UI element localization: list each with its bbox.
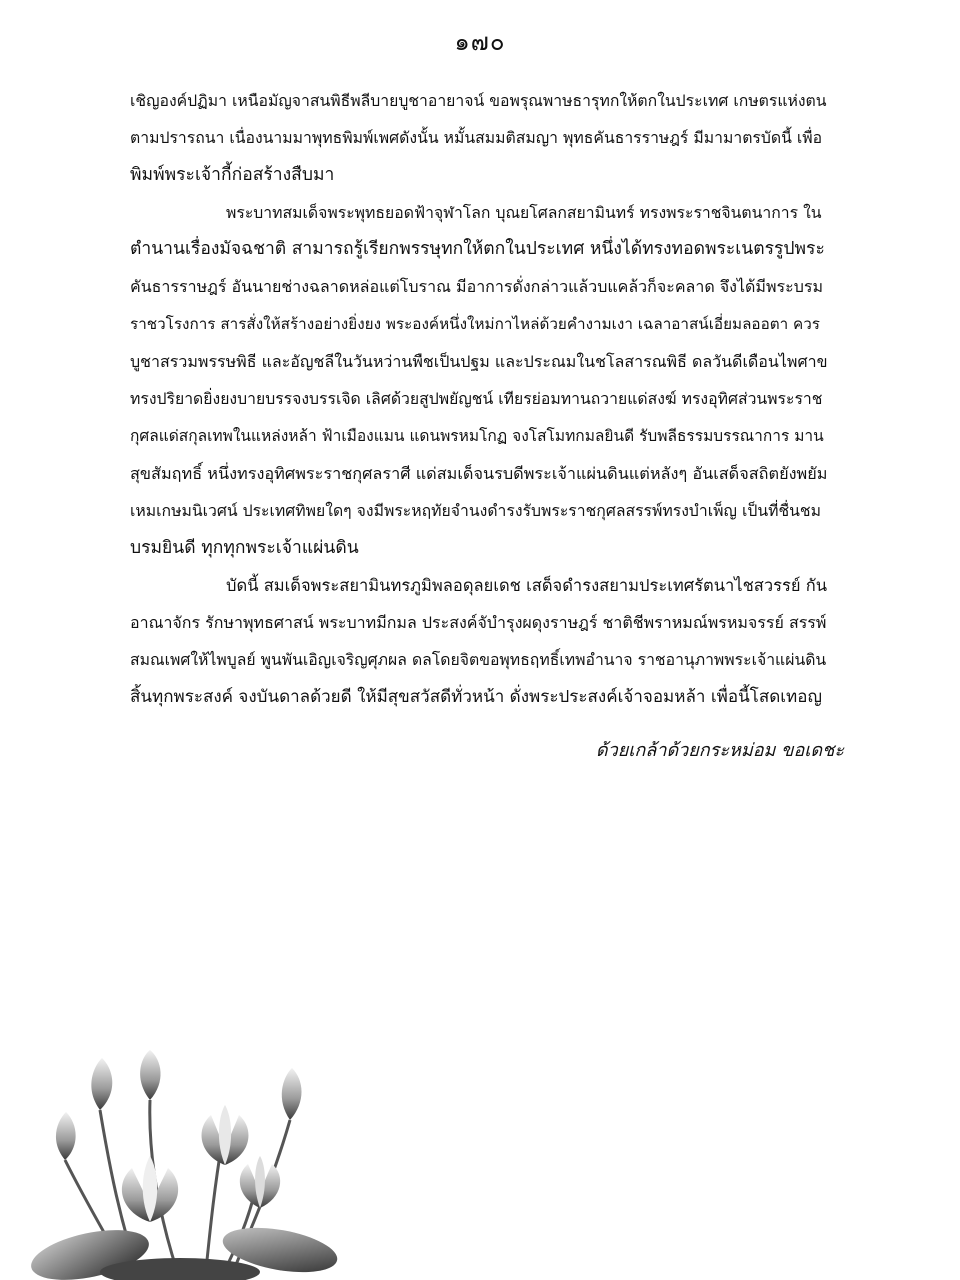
text-line: ทรงปริยาดยิ่งยงบายบรรจงบรรเจิด เลิศด้วยสูปพยัญชน์ เทียรย่อมทานถวายแด่สงฆ์ ทรงอุทิศส่วนพระราช	[130, 389, 823, 409]
paragraph-3	[130, 567, 830, 716]
text-line: สมณเพศให้ไพบูลย์ พูนพันเอิญเจริญศุภผล ดลโดยจิตขอพุทธฤทธิ์เทพอำนาจ ราชอานุภาพพระเจ้าแผ่นดิน	[130, 650, 827, 670]
text-line: พระบาทสมเด็จพระพุทธยอดฟ้าจุฬาโลก บุณยโศลกสยามินทร์ ทรงพระราชจินตนาการ ใน	[226, 202, 822, 222]
closing-salutation: ด้วยเกล้าด้วยกระหม่อม ขอเดชะ	[595, 740, 844, 761]
text-line: ตำนานเรื่องมัจฉชาติ สามารถรู้เรียกพรรษุทกให้ตกในประเทศ หนึ่งได้ทรงทอดพระเนตรรูปพระ	[130, 239, 825, 260]
text-line: บรมยินดี ทุกทุกพระเจ้าแผ่นดิน	[130, 537, 359, 558]
text-line: บูชาสรวมพรรษพิธี และอัญชลีในวันหว่านพืชเป็นปฐม และประณมในชโลสารณพิธี ดลวันดีเดือนไพศาข	[130, 352, 828, 372]
page-number: ๑๗๐	[454, 28, 506, 56]
text-line: พิมพ์พระเจ้ากี้ก่อสร้างสืบมา	[130, 164, 335, 185]
text-line: บัดนี้ สมเด็จพระสยามินทรภูมิพลอดุลยเดช เสด็จดำรงสยามประเทศรัตนาไชสวรรย์ กัน	[226, 575, 828, 595]
document-body	[130, 82, 830, 716]
text-line: เหมเกษมนิเวศน์ ประเทศทิพยใดๆ จงมีพระหฤทัยจำนงดำรงรับพระราชกุศลสรรพ์ทรงบำเพ็ญ เป็นที่ชื่นชม	[130, 501, 822, 521]
text-line: กุศลแด่สกุลเทพในแหล่งหล้า ฟ้าเมืองแมน แดนพรหมโกฏ จงโสโมทกมลยินดี รับพลีธรรมบรรณาการ มาน	[130, 426, 824, 445]
text-line: ตามปรารถนา เนื่องนามมาพุทธพิมพ์เพศดังนั้น หมั้นสมมติสมญา พุทธคันธารราษฎร์ มีมามาตรบัดนี้ เพื่อ	[130, 128, 823, 148]
text-line: คันธารราษฎร์ อันนายช่างฉลาดหล่อแต่โบราณ มีอาการดั่งกล่าวแล้วบแคล้วก็จะคลาด จึงได้มีพระบรม	[130, 277, 823, 297]
text-line: อาณาจักร รักษาพุทธศาสน์ พระบาทมีกมล ประสงค์จับำรุงผดุงราษฎร์ ชาติชีพราหมณ์พรหมจรรย์ สรรพ์	[130, 613, 827, 633]
paragraph-2	[130, 194, 830, 567]
text-line: ราชวโรงการ สารสั่งให้สร้างอย่างยิ่งยง พระองค์หนึ่งใหม่กาไหล่ด้วยคำงามเงา เฉลาอาสน์เอี่ยมลออตา ควร	[130, 314, 821, 333]
text-line: สุขสัมฤทธิ์ หนึ่งทรงอุทิศพระราชกุศลราศี แด่สมเด็จนรบดีพระเจ้าแผ่นดินแต่หลังๆ อันเสด็จสถิตยังพยัม	[130, 463, 828, 483]
text-line: เชิญองค์ปฏิมา เหนือมัญจาสนพิธีพลีบายบูชาอายาจน์ ขอพรุณพาษธารุทกให้ตกในประเทศ เกษตรแห่งตน	[130, 91, 827, 110]
text-line: สิ้นทุกพระสงค์ จงบันดาลด้วยดี ให้มีสุขสวัสดีทั่วหน้า ดั่งพระประสงค์เจ้าจอมหล้า เพื่อนี้โสดเทอญ	[130, 686, 822, 707]
lotus-illustration	[30, 1050, 340, 1280]
paragraph-1	[130, 82, 830, 194]
